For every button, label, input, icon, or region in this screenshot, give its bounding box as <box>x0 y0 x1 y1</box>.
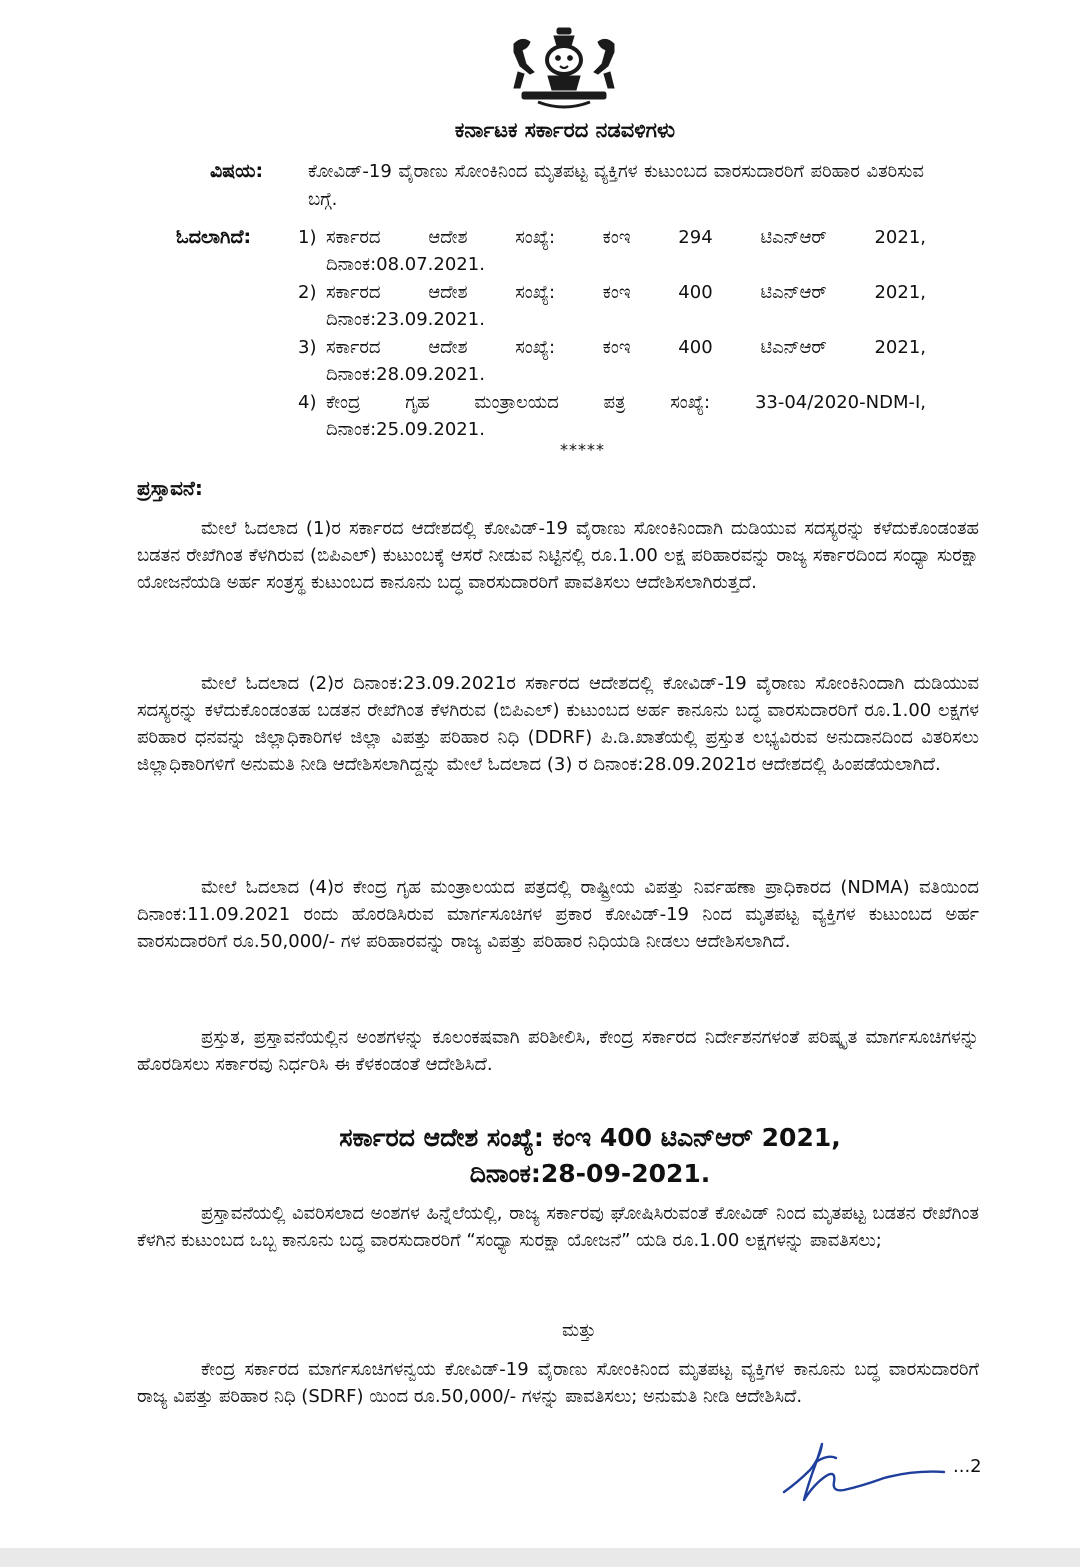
preamble-paragraph-3: ಮೇಲೆ ಓದಲಾದ (4)ರ ಕೇಂದ್ರ ಗೃಹ ಮಂತ್ರಾಲಯದ ಪತ್ರದಲ್ಲಿ ರಾಷ್ಟ್ರೀಯ ವಿಪತ್ತು ನಿರ್ವಹಣಾ ಪ್ರಾಧಿಕಾರದ (NDMA) ವತಿಯಿಂದ ದಿನಾಂಕ:11.09.2021 ರಂದು ಹೊರಡಿಸಿರುವ ಮಾರ್ಗಸೂಚಿಗಳ ಪ್ರಕಾರ ಕೋವಿಡ್-19 ನಿಂದ ಮೃತಪಟ್ಟ ವ್ಯಕ್ತಿಗಳ ಕುಟುಂಬದ ಅರ್ಹ ವಾರಸುದಾರರಿಗೆ ರೂ.50,000/- ಗಳ ಪರಿಹಾರವನ್ನು ರಾಜ್ಯ ವಿಪತ್ತು ಪರಿಹಾರ ನಿಧಿಯಡಿ ನೀಡಲು ಆದೇಶಿಸಲಾಗಿದೆ. <box>137 877 979 952</box>
reference-item <box>298 334 926 388</box>
references-list <box>298 224 926 444</box>
reference-date: ದಿನಾಂಕ:28.09.2021. <box>326 364 485 385</box>
preamble-title: ಪ್ರಸ್ತಾವನೆ: <box>137 476 203 500</box>
reference-item <box>298 279 926 333</box>
preamble-paragraph-2: ಮೇಲೆ ಓದಲಾದ (2)ರ ದಿನಾಂಕ:23.09.2021ರ ಸರ್ಕಾರದ ಆದೇಶದಲ್ಲಿ ಕೋವಿಡ್-19 ವೈರಾಣು ಸೋಂಕಿನಿಂದಾಗಿ ದುಡಿಯುವ ಸದಸ್ಯರನ್ನು ಕಳೆದುಕೊಂಡಂತಹ ಬಡತನ ರೇಖೆಗಿಂತ ಕೆಳಗಿರುವ (ಬಿಪಿಎಲ್) ಕುಟುಂಬದ ಅರ್ಹ ಕಾನೂನು ಬದ್ಧ ವಾರಸುದಾರರಿಗೆ ರೂ.1.00 ಲಕ್ಷಗಳ ಪರಿಹಾರ ಧನವನ್ನು ಜಿಲ್ಲಾಧಿಕಾರಿಗಳ ಜಿಲ್ಲಾ ವಿಪತ್ತು ಪರಿಹಾರ ನಿಧಿ (DDRF) ಪಿ.ಡಿ.ಖಾತೆಯಲ್ಲಿ ಪ್ರಸ್ತುತ ಲಭ್ಯವಿರುವ ಅನುದಾನದಿಂದ ವಿತರಿಸಲು ಜಿಲ್ಲಾಧಿಕಾರಿಗಳಿಗೆ ಅನುಮತಿ ನೀಡಿ ಆದೇಶಿಸಲಾಗಿದ್ದನ್ನು ಮೇಲೆ ಓದಲಾದ (3) ರ ದಿನಾಂಕ:28.09.2021ರ ಆದೇಶದಲ್ಲಿ ಹಿಂಪಡೆಯಲಾಗಿದೆ. <box>137 673 979 775</box>
reference-date: ದಿನಾಂಕ:08.07.2021. <box>326 254 485 275</box>
section-separator: ***** <box>560 440 605 459</box>
reference-text: ಸರ್ಕಾರದ ಆದೇಶ ಸಂಖ್ಯೆ: ಕಂಇ 294 ಟಿಎನ್‌ಆರ್ 2021, <box>326 227 926 248</box>
reference-text: ಕೇಂದ್ರ ಗೃಹ ಮಂತ್ರಾಲಯದ ಪತ್ರ ಸಂಖ್ಯೆ: 33-04/2020-NDM-I, <box>326 392 926 413</box>
order-date: ದಿನಾಂಕ:28-09-2021. <box>469 1159 711 1188</box>
preamble-paragraph-1: ಮೇಲೆ ಓದಲಾದ (1)ರ ಸರ್ಕಾರದ ಆದೇಶದಲ್ಲಿ ಕೋವಿಡ್-19 ವೈರಾಣು ಸೋಂಕಿನಿಂದಾಗಿ ದುಡಿಯುವ ಸದಸ್ಯರನ್ನು ಕಳೆದುಕೊಂಡಂತಹ ಬಡತನ ರೇಖೆಗಿಂತ ಕೆಳಗಿರುವ (ಬಿಪಿಎಲ್) ಕುಟುಂಬಕ್ಕೆ ಆಸರೆ ನೀಡುವ ನಿಟ್ಟಿನಲ್ಲಿ ರೂ.1.00 ಲಕ್ಷ ಪರಿಹಾರವನ್ನು ರಾಜ್ಯ ಸರ್ಕಾರದಿಂದ ಸಂಧ್ಯಾ ಸುರಕ್ಷಾ ಯೋಜನೆಯಡಿ ಅರ್ಹ ಸಂತ್ರಸ್ಥ ಕುಟುಂಬದ ಕಾನೂನು ಬದ್ಧ ವಾರಸುದಾರರಿಗೆ ಪಾವತಿಸಲು ಆದೇಶಿಸಲಾಗಿರುತ್ತದೆ. <box>137 518 979 593</box>
reference-date: ದಿನಾಂಕ:23.09.2021. <box>326 309 485 330</box>
reference-text: ಸರ್ಕಾರದ ಆದೇಶ ಸಂಖ್ಯೆ: ಕಂಇ 400 ಟಿಎನ್‌ಆರ್ 2021, <box>326 337 926 358</box>
reference-number: 4) <box>298 392 317 413</box>
order-paragraph-2: ಕೇಂದ್ರ ಸರ್ಕಾರದ ಮಾರ್ಗಸೂಚಿಗಳನ್ವಯ ಕೋವಿಡ್-19 ವೈರಾಣು ಸೋಂಕಿನಿಂದ ಮೃತಪಟ್ಟ ವ್ಯಕ್ತಿಗಳ ಕಾನೂನು ಬದ್ಧ ವಾರಸುದಾರರಿಗೆ ರಾಜ್ಯ ವಿಪತ್ತು ಪರಿಹಾರ ನಿಧಿ (SDRF) ಯಿಂದ ರೂ.50,000/- ಗಳನ್ನು ಪಾವತಿಸಲು; ಅನುಮತಿ ನೀಡಿ ಆದೇಶಿಸಿದೆ. <box>137 1359 979 1407</box>
reference-number: 2) <box>298 282 317 303</box>
reference-number: 1) <box>298 227 317 248</box>
page-number: ...2 <box>953 1456 982 1477</box>
document-heading: ಕರ್ನಾಟಕ ಸರ್ಕಾರದ ನಡವಳಿಗಳು <box>454 118 676 142</box>
order-title <box>150 1120 1030 1192</box>
reference-item <box>298 224 926 278</box>
subject-label: ವಿಷಯ: <box>210 160 264 182</box>
subject-text: ಕೋವಿಡ್-19 ವೈರಾಣು ಸೋಂಕಿನಿಂದ ಮೃತಪಟ್ಟ ವ್ಯಕ್ತಿಗಳ ಕುಟುಂಬದ ವಾರಸುದಾರರಿಗೆ ಪರಿಹಾರ ವಿತರಿಸುವ ಬಗ್ಗೆ. <box>308 161 924 210</box>
conjunction-and: ಮತ್ತು <box>562 1320 596 1341</box>
reference-number: 3) <box>298 337 317 358</box>
signature-icon <box>776 1436 952 1506</box>
preamble-paragraph-4: ಪ್ರಸ್ತುತ, ಪ್ರಸ್ತಾವನೆಯಲ್ಲಿನ ಅಂಶಗಳನ್ನು ಕೂಲಂಕಷವಾಗಿ ಪರಿಶೀಲಿಸಿ, ಕೇಂದ್ರ ಸರ್ಕಾರದ ನಿರ್ದೇಶನಗಳಂತೆ ಪರಿಷ್ಕೃತ ಮಾರ್ಗಸೂಚಿಗಳನ್ನು ಹೊರಡಿಸಲು ಸರ್ಕಾರವು ನಿರ್ಧರಿಸಿ ಈ ಕೆಳಕಂಡಂತೆ ಆದೇಶಿಸಿದೆ. <box>137 1027 979 1075</box>
reference-text: ಸರ್ಕಾರದ ಆದೇಶ ಸಂಖ್ಯೆ: ಕಂಇ 400 ಟಿಎನ್‌ಆರ್ 2021, <box>326 282 926 303</box>
order-paragraph-1: ಪ್ರಸ್ತಾವನೆಯಲ್ಲಿ ವಿವರಿಸಲಾದ ಅಂಶಗಳ ಹಿನ್ನೆಲೆಯಲ್ಲಿ, ರಾಜ್ಯ ಸರ್ಕಾರವು ಘೋಷಿಸಿರುವಂತೆ ಕೋವಿಡ್ ನಿಂದ ಮೃತಪಟ್ಟ ಬಡತನ ರೇಖೆಗಿಂತ ಕೆಳಗಿನ ಕುಟುಂಬದ ಒಬ್ಬ ಕಾನೂನು ಬದ್ಧ ವಾರಸುದಾರರಿಗೆ “ಸಂಧ್ಯಾ ಸುರಕ್ಷಾ ಯೋಜನೆ” ಯಡಿ ರೂ.1.00 ಲಕ್ಷಗಳನ್ನು ಪಾವತಿಸಲು; <box>137 1203 979 1251</box>
order-number: ಸರ್ಕಾರದ ಆದೇಶ ಸಂಖ್ಯೆ: ಕಂಇ 400 ಟಿಎನ್‌ಆರ್ 2021, <box>339 1123 841 1152</box>
reference-date: ದಿನಾಂಕ:25.09.2021. <box>326 419 485 440</box>
karnataka-emblem-icon <box>508 26 620 112</box>
reference-item <box>298 389 926 443</box>
references-label: ಓದಲಾಗಿದೆ: <box>176 226 252 248</box>
